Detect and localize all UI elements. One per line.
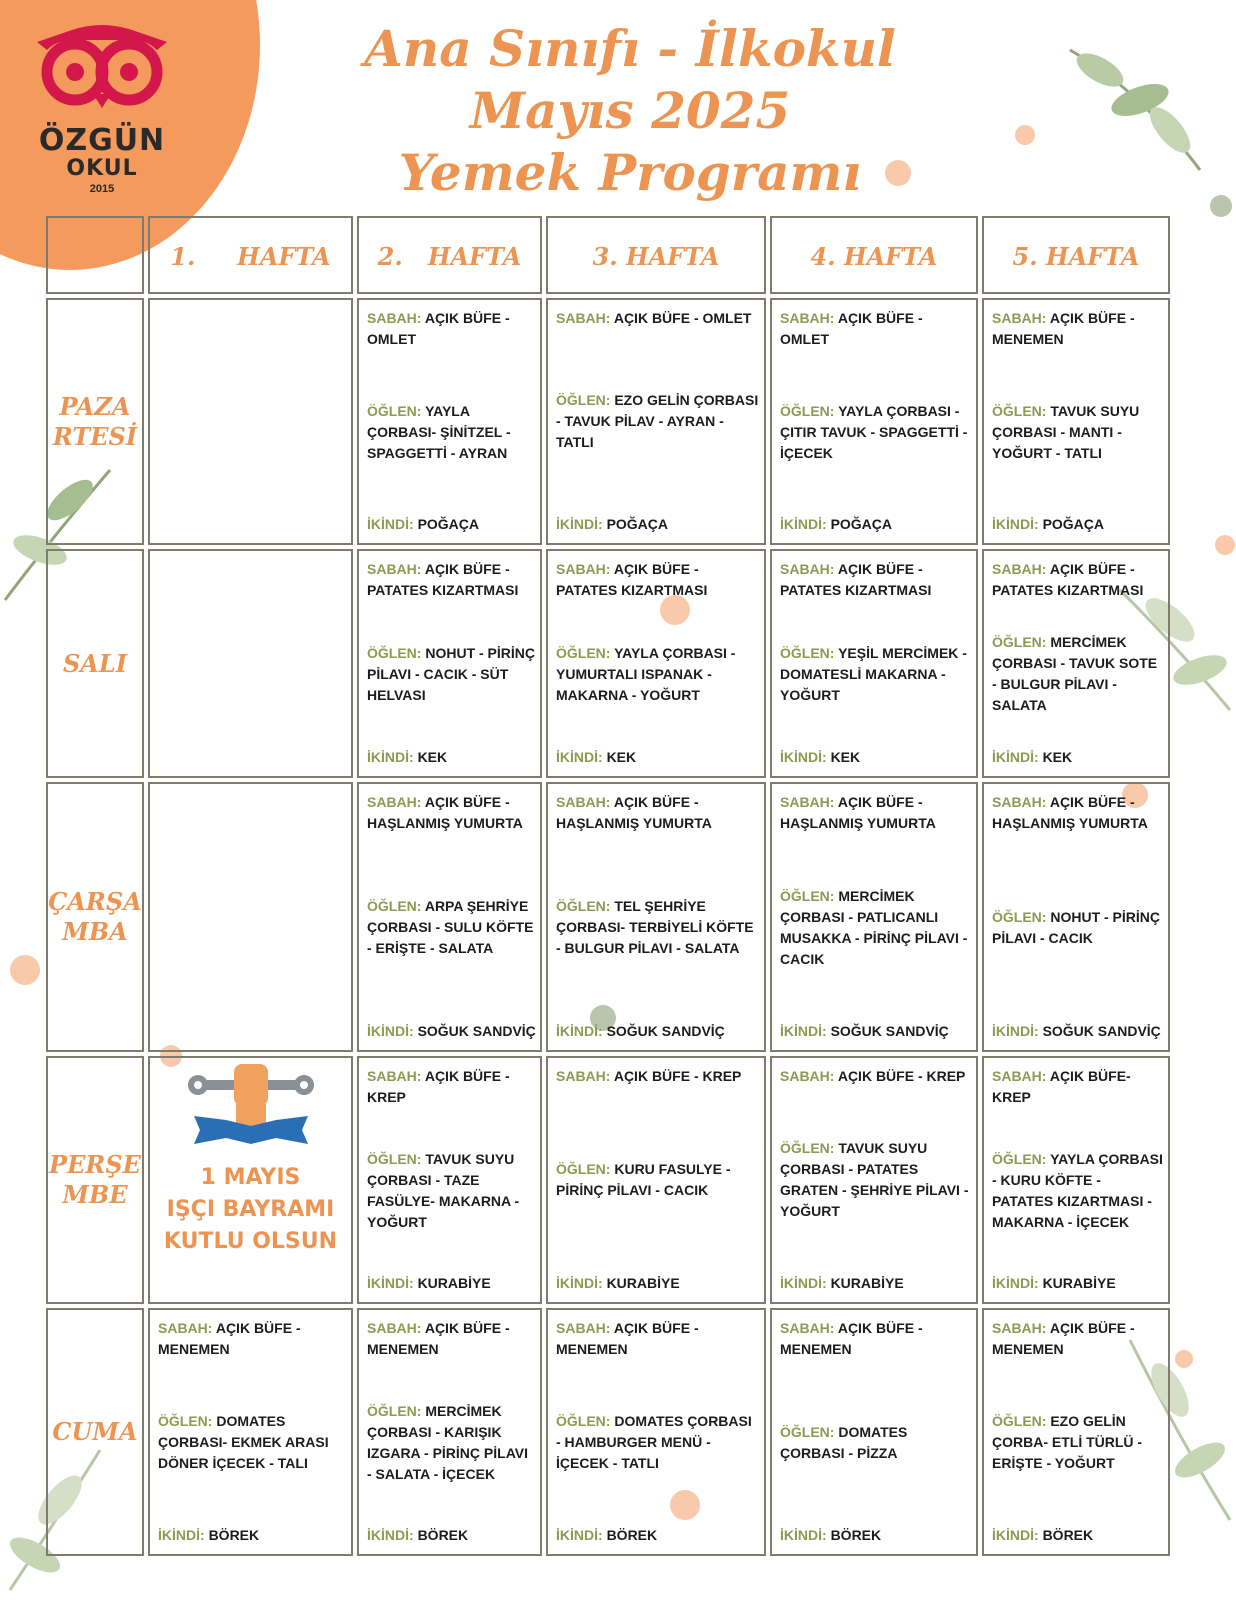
breakfast-label: SABAH: [367, 310, 422, 326]
lunch-label: ÖĞLEN: [780, 1140, 835, 1156]
breakfast-label: SABAH: [556, 794, 611, 810]
meal-cell [546, 549, 766, 778]
breakfast-value: AÇIK BÜFE - MENEMEN [992, 1320, 1135, 1357]
meal-list [992, 308, 1164, 535]
meal-cell [148, 549, 353, 778]
lunch-value: EZO GELİN ÇORBASI - TAVUK PİLAV - AYRAN - TATLI [556, 392, 759, 450]
day-row [46, 549, 1170, 778]
lunch-label: ÖĞLEN: [158, 1413, 213, 1429]
meal-list [367, 1318, 536, 1546]
meal-cell [982, 782, 1170, 1052]
dot-decoration [1215, 535, 1235, 555]
holiday-box [150, 1058, 351, 1258]
lunch-label: ÖĞLEN: [556, 898, 611, 914]
breakfast-entry [158, 1318, 347, 1360]
snack-entry [780, 747, 972, 768]
snack-value: KEK [606, 749, 637, 765]
snack-value: POĞAÇA [830, 516, 893, 532]
breakfast-entry [780, 1066, 972, 1087]
day-row [46, 298, 1170, 545]
meal-cell [357, 782, 542, 1052]
breakfast-entry [780, 792, 972, 834]
lunch-entry [556, 390, 760, 453]
breakfast-label: SABAH: [367, 1320, 422, 1336]
infinity-owl-logo-icon [27, 20, 177, 115]
lunch-entry [780, 643, 972, 706]
meal-cell [546, 782, 766, 1052]
day-name-cell [46, 1308, 144, 1556]
breakfast-value: AÇIK BÜFE - PATATES KIZARTMASI [367, 561, 519, 598]
breakfast-value: AÇIK BÜFE - MENEMEN [367, 1320, 510, 1357]
breakfast-value: AÇIK BÜFE - MENEMEN [992, 310, 1135, 347]
snack-entry [367, 747, 536, 768]
leaf-top-right-icon [1060, 30, 1210, 180]
day-name-cell [46, 782, 144, 1052]
snack-entry [367, 1021, 536, 1042]
snack-label: İKİNDİ: [780, 1527, 827, 1543]
breakfast-entry [992, 308, 1164, 350]
lunch-entry [780, 1422, 972, 1464]
lunch-entry [992, 1149, 1164, 1233]
snack-entry [780, 514, 972, 535]
week-header-row [46, 216, 1170, 294]
snack-entry [367, 1273, 536, 1294]
lunch-label: ÖĞLEN: [992, 1150, 1047, 1167]
meal-cell [357, 298, 542, 545]
lunch-entry [367, 643, 536, 706]
page-title [330, 18, 930, 204]
lunch-value: KURU FASULYE - PİRİNÇ PİLAVI - CACIK [556, 1161, 731, 1198]
lunch-entry [367, 1401, 536, 1485]
snack-entry [556, 747, 760, 768]
snack-label: İKİNDİ: [992, 516, 1039, 532]
breakfast-value: AÇIK BÜFE - OMLET [613, 310, 752, 326]
breakfast-value: AÇIK BÜFE - HAŞLANMIŞ YUMURTA [992, 794, 1148, 831]
breakfast-entry [367, 308, 536, 350]
meal-list [556, 559, 760, 768]
logo-year: 2015 [89, 183, 115, 195]
breakfast-entry [780, 559, 972, 601]
snack-entry [158, 1525, 347, 1546]
snack-value: KEK [830, 749, 861, 765]
snack-value: POĞAÇA [1042, 516, 1105, 532]
lunch-label: ÖĞLEN: [780, 402, 835, 419]
meal-list [367, 792, 536, 1042]
lunch-entry [780, 886, 972, 970]
snack-value: KEK [1042, 749, 1073, 765]
breakfast-value: AÇIK BÜFE - OMLET [367, 310, 510, 347]
breakfast-entry [992, 1066, 1164, 1108]
title-line-1: Ana Sınıfı - İlkokul [364, 19, 896, 78]
breakfast-value: AÇIK BÜFE - OMLET [780, 310, 923, 347]
lunch-value: TEL ŞEHRİYE ÇORBASI- TERBİYELİ KÖFTE - BULGUR PİLAVI - SALATA [556, 898, 754, 956]
snack-label: İKİNDİ: [780, 1023, 827, 1039]
breakfast-value: AÇIK BÜFE - PATATES KIZARTMASI [556, 561, 708, 598]
breakfast-value: AÇIK BÜFE - MENEMEN [158, 1320, 301, 1357]
snack-entry [992, 1021, 1164, 1042]
lunch-entry [992, 632, 1164, 716]
meal-list [780, 559, 972, 768]
snack-entry [992, 514, 1164, 535]
breakfast-entry [992, 1318, 1164, 1360]
lunch-value: YAYLA ÇORBASI - KURU KÖFTE - PATATES KIZARTMASI - MAKARNA - İÇECEK [992, 1150, 1163, 1230]
snack-value: KURABİYE [830, 1275, 904, 1291]
week-header-3: 3. HAFTA [546, 216, 766, 294]
lunch-label: ÖĞLEN: [780, 887, 835, 904]
meal-list [992, 1318, 1164, 1546]
lunch-value: DOMATES ÇORBASI - HAMBURGER MENÜ - İÇECEK - TATLI [556, 1413, 752, 1471]
meal-cell [148, 782, 353, 1052]
meal-cell [546, 1308, 766, 1556]
meal-cell [982, 549, 1170, 778]
breakfast-label: SABAH: [556, 1320, 611, 1336]
day-name-line-2: MBA [62, 917, 128, 946]
day-name-line-1: SALI [62, 648, 128, 678]
breakfast-entry [367, 1066, 536, 1108]
holiday-message [164, 1162, 337, 1258]
dot-decoration [1210, 195, 1232, 217]
snack-value: KURABİYE [417, 1275, 491, 1291]
day-name-cell [46, 298, 144, 545]
lunch-label: ÖĞLEN: [780, 1423, 835, 1440]
lunch-value: TAVUK SUYU ÇORBASI - MANTI - YOĞURT - TATLI [992, 402, 1140, 461]
snack-value: SOĞUK SANDVİÇ [417, 1023, 536, 1039]
lunch-label: ÖĞLEN: [992, 402, 1047, 419]
snack-entry [780, 1273, 972, 1294]
meal-list [556, 1066, 760, 1294]
meal-list [992, 1066, 1164, 1294]
breakfast-label: SABAH: [367, 794, 422, 810]
dot-decoration [1175, 1350, 1193, 1368]
breakfast-label: SABAH: [556, 310, 611, 326]
snack-label: İKİNDİ: [992, 1275, 1039, 1291]
meal-cell [770, 1308, 978, 1556]
breakfast-entry [367, 559, 536, 601]
week-header-4: 4. HAFTA [770, 216, 978, 294]
lunch-value: DOMATES ÇORBASI- EKMEK ARASI DÖNER İÇECEK - TALI [158, 1413, 329, 1471]
lunch-value: MERCİMEK ÇORBASI - KARIŞIK IZGARA - PİRİNÇ PİLAVI - SALATA - İÇECEK [367, 1402, 528, 1482]
snack-entry [992, 1273, 1164, 1294]
breakfast-value: AÇIK BÜFE - KREP [613, 1068, 742, 1084]
snack-label: İKİNDİ: [367, 1275, 414, 1291]
lunch-entry [556, 643, 760, 706]
breakfast-entry [992, 559, 1164, 601]
lunch-value: DOMATES ÇORBASI - PİZZA [780, 1423, 908, 1461]
day-name-line-2: MBE [62, 1180, 128, 1209]
snack-label: İKİNDİ: [556, 1275, 603, 1291]
lunch-entry [992, 401, 1164, 464]
breakfast-entry [556, 792, 760, 834]
meal-list [158, 1318, 347, 1546]
breakfast-label: SABAH: [367, 561, 422, 577]
lunch-entry [367, 896, 536, 959]
meal-cell [770, 549, 978, 778]
breakfast-label: SABAH: [780, 310, 835, 326]
snack-label: İKİNDİ: [780, 749, 827, 765]
breakfast-value: AÇIK BÜFE - HAŞLANMIŞ YUMURTA [367, 794, 523, 831]
breakfast-value: AÇIK BÜFE - MENEMEN [556, 1320, 699, 1357]
title-line-3: Yemek Programı [398, 143, 862, 202]
breakfast-label: SABAH: [992, 1068, 1047, 1084]
lunch-entry [556, 896, 760, 959]
day-name-cell [46, 1056, 144, 1304]
lunch-value: MERCİMEK ÇORBASI - TAVUK SOTE - BULGUR PİLAVI - SALATA [992, 634, 1158, 713]
meal-cell [770, 1056, 978, 1304]
meal-list [992, 559, 1164, 768]
meal-cell [357, 1056, 542, 1304]
meal-list [780, 1318, 972, 1546]
breakfast-value: AÇIK BÜFE - PATATES KIZARTMASI [992, 561, 1144, 598]
menu-table [42, 212, 1174, 1560]
logo-text-okul: OKUL [66, 156, 138, 181]
snack-label: İKİNDİ: [992, 1023, 1039, 1039]
lunch-value: YEŞİL MERCİMEK - DOMATESLİ MAKARNA - YOĞURT [780, 644, 967, 703]
breakfast-value: AÇIK BÜFE - PATATES KIZARTMASI [780, 561, 932, 598]
breakfast-entry [556, 308, 760, 329]
meal-cell [546, 1056, 766, 1304]
snack-entry [367, 514, 536, 535]
week-header-2: 2. HAFTA [357, 216, 542, 294]
title-line-2: Mayıs 2025 [469, 81, 791, 140]
meal-cell [546, 298, 766, 545]
snack-value: BÖREK [606, 1527, 658, 1543]
lunch-entry [556, 1159, 760, 1201]
lunch-entry [158, 1411, 347, 1474]
lunch-entry [992, 907, 1164, 949]
lunch-value: ARPA ŞEHRİYE ÇORBASI - SULU KÖFTE - ERİŞTE - SALATA [367, 898, 534, 956]
breakfast-label: SABAH: [992, 794, 1047, 810]
day-name-line-1: PAZA [59, 391, 131, 421]
snack-value: KURABİYE [1042, 1275, 1116, 1291]
meal-cell [982, 1056, 1170, 1304]
day-row [46, 782, 1170, 1052]
snack-value: BÖREK [417, 1527, 469, 1543]
breakfast-label: SABAH: [992, 310, 1047, 326]
lunch-value: YAYLA ÇORBASI - YUMURTALI ISPANAK - MAKARNA - YOĞURT [556, 644, 736, 703]
week-header-5: 5. HAFTA [982, 216, 1170, 294]
lunch-entry [992, 1411, 1164, 1474]
lunch-label: ÖĞLEN: [992, 908, 1047, 925]
day-name-line-1: PERŞE [49, 1150, 141, 1179]
breakfast-label: SABAH: [992, 561, 1047, 577]
lunch-entry [556, 1411, 760, 1474]
lunch-value: TAVUK SUYU ÇORBASI - PATATES GRATEN - ŞEHRİYE PİLAVI - YOĞURT [780, 1140, 969, 1219]
breakfast-value: AÇIK BÜFE - KREP [367, 1068, 510, 1105]
meal-list [780, 1066, 972, 1294]
meal-list [780, 792, 972, 1042]
meal-cell [770, 782, 978, 1052]
corner-header-cell [46, 216, 144, 294]
holiday-line-3: KUTLU OLSUN [163, 1229, 338, 1254]
lunch-label: ÖĞLEN: [367, 644, 422, 661]
meal-list [367, 308, 536, 535]
lunch-value: TAVUK SUYU ÇORBASI - TAZE FASÜLYE- MAKARNA - YOĞURT [367, 1150, 520, 1230]
breakfast-entry [780, 308, 972, 350]
day-row [46, 1056, 1170, 1304]
meal-list [992, 792, 1164, 1042]
snack-label: İKİNDİ: [367, 749, 414, 765]
meal-list [367, 559, 536, 768]
meal-list [780, 308, 972, 535]
breakfast-entry [556, 1066, 760, 1087]
snack-label: İKİNDİ: [992, 749, 1039, 765]
breakfast-label: SABAH: [367, 1068, 422, 1084]
breakfast-value: AÇIK BÜFE - MENEMEN [780, 1320, 923, 1357]
snack-value: KEK [417, 749, 448, 765]
dot-decoration [885, 160, 911, 186]
holiday-line-2: IŞÇI BAYRAMI [166, 1197, 335, 1222]
snack-value: SOĞUK SANDVİÇ [606, 1023, 725, 1039]
day-name-cell [46, 549, 144, 778]
lunch-label: ÖĞLEN: [367, 402, 422, 419]
meal-cell [982, 298, 1170, 545]
lunch-label: ÖĞLEN: [556, 644, 611, 661]
breakfast-label: SABAH: [780, 1320, 835, 1336]
snack-value: KURABİYE [606, 1275, 680, 1291]
lunch-label: ÖĞLEN: [992, 1413, 1047, 1429]
lunch-label: ÖĞLEN: [367, 1150, 422, 1167]
snack-label: İKİNDİ: [367, 1023, 414, 1039]
meal-list [556, 792, 760, 1042]
lunch-value: EZO GELİN ÇORBA- ETLİ TÜRLÜ - ERİŞTE - YOĞURT [992, 1413, 1143, 1471]
lunch-entry [780, 401, 972, 464]
snack-value: BÖREK [1042, 1527, 1094, 1543]
dot-decoration [1015, 125, 1035, 145]
breakfast-entry [780, 1318, 972, 1360]
snack-label: İKİNDİ: [556, 1023, 603, 1039]
snack-value: BÖREK [208, 1527, 260, 1543]
dot-decoration [10, 955, 40, 985]
lunch-entry [367, 1149, 536, 1233]
snack-label: İKİNDİ: [556, 749, 603, 765]
snack-entry [780, 1021, 972, 1042]
meal-cell [770, 298, 978, 545]
breakfast-value: AÇIK BÜFE - HAŞLANMIŞ YUMURTA [556, 794, 712, 831]
snack-entry [992, 1525, 1164, 1546]
snack-value: SOĞUK SANDVİÇ [1042, 1023, 1161, 1039]
snack-label: İKİNDİ: [556, 516, 603, 532]
breakfast-label: SABAH: [556, 561, 611, 577]
breakfast-label: SABAH: [780, 794, 835, 810]
lunch-entry [367, 401, 536, 464]
meal-list [556, 308, 760, 535]
breakfast-label: SABAH: [992, 1320, 1047, 1336]
school-logo [22, 20, 182, 195]
snack-label: İKİNDİ: [556, 1527, 603, 1543]
breakfast-label: SABAH: [158, 1320, 213, 1336]
lunch-label: ÖĞLEN: [367, 898, 422, 914]
day-name-line-2: RTESİ [52, 421, 138, 451]
lunch-label: ÖĞLEN: [556, 1413, 611, 1429]
lunch-label: ÖĞLEN: [780, 644, 835, 661]
day-name-line-1: CUMA [52, 1417, 138, 1446]
snack-entry [780, 1525, 972, 1546]
snack-value: POĞAÇA [417, 516, 480, 532]
lunch-label: ÖĞLEN: [992, 634, 1047, 650]
breakfast-label: SABAH: [780, 1068, 835, 1084]
meal-cell [148, 1308, 353, 1556]
breakfast-entry [992, 792, 1164, 834]
lunch-value: NOHUT - PİRİNÇ PİLAVI - CACIK - SÜT HELVASI [367, 644, 536, 703]
breakfast-label: SABAH: [780, 561, 835, 577]
breakfast-entry [367, 792, 536, 834]
snack-entry [556, 1273, 760, 1294]
snack-entry [367, 1525, 536, 1546]
meal-cell [148, 298, 353, 545]
breakfast-value: AÇIK BÜFE - HAŞLANMIŞ YUMURTA [780, 794, 936, 831]
week-header-1: 1. HAFTA [148, 216, 353, 294]
meal-list [367, 1066, 536, 1294]
snack-label: İKİNDİ: [992, 1527, 1039, 1543]
holiday-line-1: 1 MAYIS [200, 1165, 301, 1190]
snack-label: İKİNDİ: [780, 516, 827, 532]
snack-label: İKİNDİ: [367, 516, 414, 532]
snack-entry [556, 514, 760, 535]
day-name-line-1: ÇARŞA [48, 887, 142, 916]
meal-list [556, 1318, 760, 1546]
breakfast-value: AÇIK BÜFE - KREP [837, 1068, 966, 1084]
snack-value: BÖREK [830, 1527, 882, 1543]
lunch-value: YAYLA ÇORBASI - ÇITIR TAVUK - SPAGGETTİ - İÇECEK [780, 402, 968, 461]
lunch-label: ÖĞLEN: [367, 1402, 422, 1419]
snack-value: SOĞUK SANDVİÇ [830, 1023, 949, 1039]
lunch-label: ÖĞLEN: [556, 1161, 611, 1177]
lunch-value: MERCİMEK ÇORBASI - PATLICANLI MUSAKKA - PİRİNÇ PİLAVI - CACIK [780, 887, 968, 967]
snack-value: POĞAÇA [606, 516, 669, 532]
meal-cell [148, 1056, 353, 1304]
breakfast-value: AÇIK BÜFE- KREP [992, 1068, 1131, 1105]
logo-text-ozgun: ÖZGÜN [38, 123, 166, 158]
meal-cell [982, 1308, 1170, 1556]
lunch-value: YAYLA ÇORBASI- ŞİNİTZEL - SPAGGETTİ - AYRAN [367, 402, 511, 461]
breakfast-entry [556, 559, 760, 601]
snack-label: İKİNDİ: [780, 1275, 827, 1291]
snack-label: İKİNDİ: [158, 1527, 205, 1543]
day-row [46, 1308, 1170, 1556]
snack-label: İKİNDİ: [367, 1527, 414, 1543]
lunch-entry [780, 1138, 972, 1222]
snack-entry [556, 1525, 760, 1546]
breakfast-entry [556, 1318, 760, 1360]
lunch-value: NOHUT - PİRİNÇ PİLAVI - CACIK [992, 908, 1161, 946]
meal-cell [357, 1308, 542, 1556]
snack-entry [556, 1021, 760, 1042]
snack-entry [992, 747, 1164, 768]
breakfast-label: SABAH: [556, 1068, 611, 1084]
breakfast-entry [367, 1318, 536, 1360]
meal-cell [357, 549, 542, 778]
wrench-fist-icon [186, 1058, 316, 1148]
lunch-label: ÖĞLEN: [556, 392, 611, 408]
